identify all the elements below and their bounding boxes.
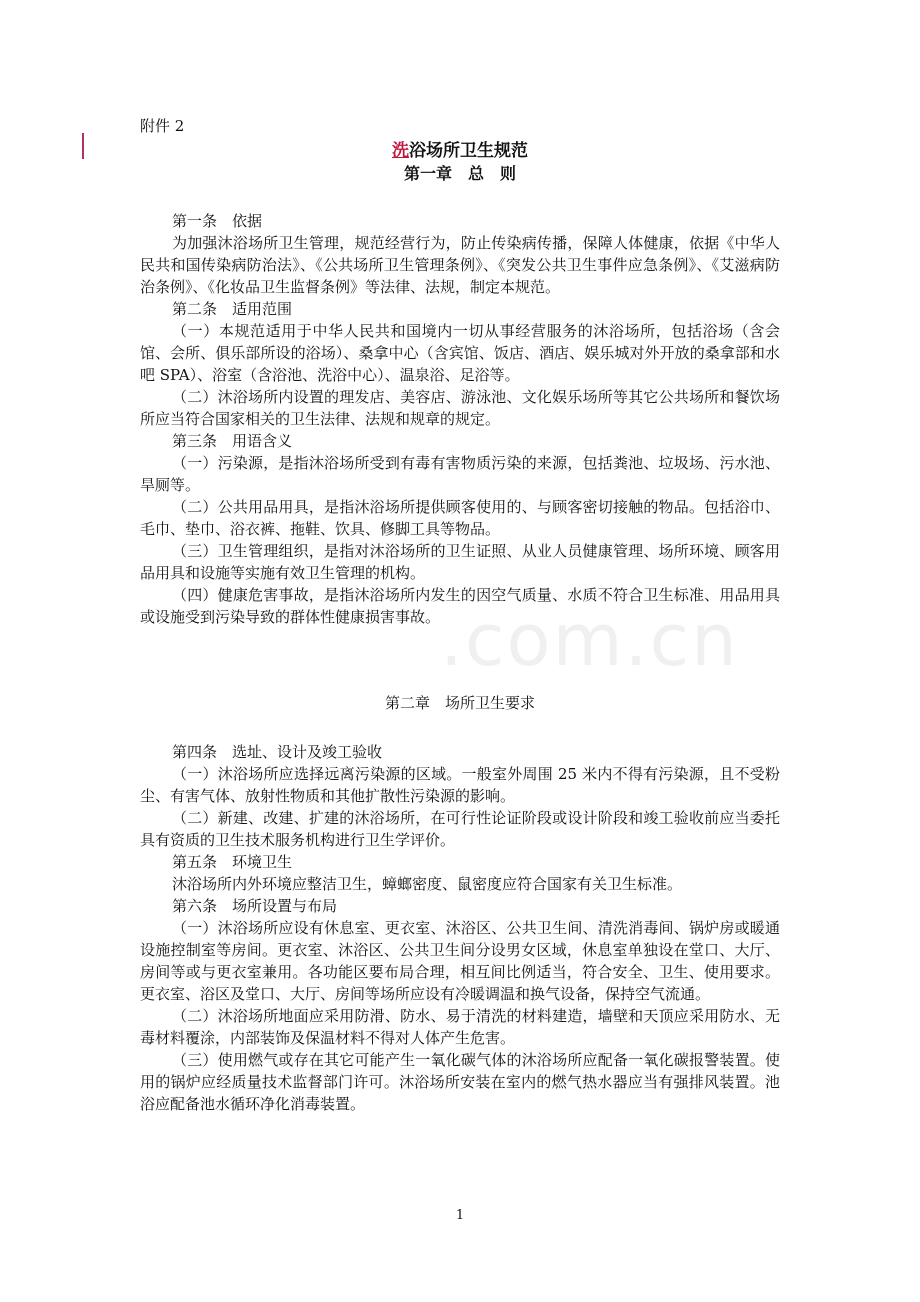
paragraph: 沐浴场所内外环境应整洁卫生，蟑螂密度、鼠密度应符合国家有关卫生标准。 <box>172 875 683 893</box>
page-number: 1 <box>455 1208 465 1223</box>
paragraph: （一）沐浴场所应设有休息室、更衣室、沐浴区、公共卫生间、清洗消毒间、锅炉房或暖通设施控制室等房间。更衣室、沐浴区、公共卫生间分设男女区域，休息室单独设在堂口、大厅、房间等或与更衣室兼用。各功能区要布局合理，相互间比例适当，符合安全、卫生、使用要求。更衣室、浴区及堂口、大厅、房间等场所应设有冷暖调温和换气设备，保持空气流通。 <box>140 919 780 1003</box>
paragraph: （二）沐浴场所地面应采用防滑、防水、易于清洗的材料建造，墙壁和天顶应采用防水、无毒材料覆涂，内部装饰及保温材料不得对人体产生危害。 <box>140 1007 780 1047</box>
attachment-label: 附件 2 <box>140 117 185 135</box>
article-4-heading: 第四条 选址、设计及竣工验收 <box>172 743 383 761</box>
chapter-1-heading: 第一章 总 则 <box>403 164 516 183</box>
paragraph: （一）本规范适用于中华人民共和国境内一切从事经营服务的沐浴场所，包括浴场（含会馆、会所、俱乐部所设的浴场）、桑拿中心（含宾馆、饭店、酒店、娱乐城对外开放的桑拿部和水吧 SPA）、浴室（含浴池、洗浴中心）、温泉浴、足浴等。 <box>140 322 780 384</box>
paragraph: 为加强沐浴场所卫生管理，规范经营行为，防止传染病传播，保障人体健康，依据《中华人民共和国传染病防治法》、《公共场所卫生管理条例》、《突发公共卫生事件应急条例》、《艾滋病防治条例》、《化妆品卫生监督条例》等法律、法规，制定本规范。 <box>140 234 780 296</box>
title-text: 浴场所卫生规范 <box>409 141 528 161</box>
chapter-1-body <box>140 210 780 628</box>
paragraph: （二）新建、改建、扩建的沐浴场所，在可行性论证阶段或设计阶段和竣工验收前应当委托具有资质的卫生技术服务机构进行卫生学评价。 <box>140 809 780 849</box>
paragraph: （二）公共用品用具，是指沐浴场所提供顾客使用的、与顾客密切接触的物品。包括浴巾、毛巾、垫巾、浴衣裤、拖鞋、饮具、修脚工具等物品。 <box>140 498 780 538</box>
paragraph: （三）卫生管理组织，是指对沐浴场所的卫生证照、从业人员健康管理、场所环境、顾客用品用具和设施等实施有效卫生管理的机构。 <box>140 542 780 582</box>
paragraph: （四）健康危害事故，是指沐浴场所内发生的因空气质量、水质不符合卫生标准、用品用具或设施受到污染导致的群体性健康损害事故。 <box>140 586 780 626</box>
paragraph: （二）沐浴场所内设置的理发店、美容店、游泳池、文化娱乐场所等其它公共场所和餐饮场所应当符合国家相关的卫生法律、法规和规章的规定。 <box>140 388 780 428</box>
chapter-2-heading: 第二章 场所卫生要求 <box>384 694 535 712</box>
article-2-heading: 第二条 适用范围 <box>172 300 293 318</box>
paragraph: （三）使用燃气或存在其它可能产生一氧化碳气体的沐浴场所应配备一氧化碳报警装置。使用的锅炉应经质量技术监督部门许可。沐浴场所安装在室内的燃气热水器应当有强排风装置。池浴应配备池水循环净化消毒装置。 <box>140 1051 780 1113</box>
chapter-2-body <box>140 741 780 1115</box>
document-title <box>0 136 920 161</box>
article-6-heading: 第六条 场所设置与布局 <box>172 897 338 915</box>
article-5-heading: 第五条 环境卫生 <box>172 853 293 871</box>
paragraph: （一）沐浴场所应选择远离污染源的区域。一般室外周围 25 米内不得有污染源，且不受粉尘、有害气体、放射性物质和其他扩散性污染源的影响。 <box>140 765 780 805</box>
article-3-heading: 第三条 用语含义 <box>172 432 293 450</box>
title-revised-char: 洗 <box>392 141 409 161</box>
watermark: .com.cn <box>440 598 739 682</box>
article-1-heading: 第一条 依据 <box>172 212 263 230</box>
paragraph: （一）污染源，是指沐浴场所受到有毒有害物质污染的来源，包括粪池、垃圾场、污水池、旱厕等。 <box>140 454 780 494</box>
